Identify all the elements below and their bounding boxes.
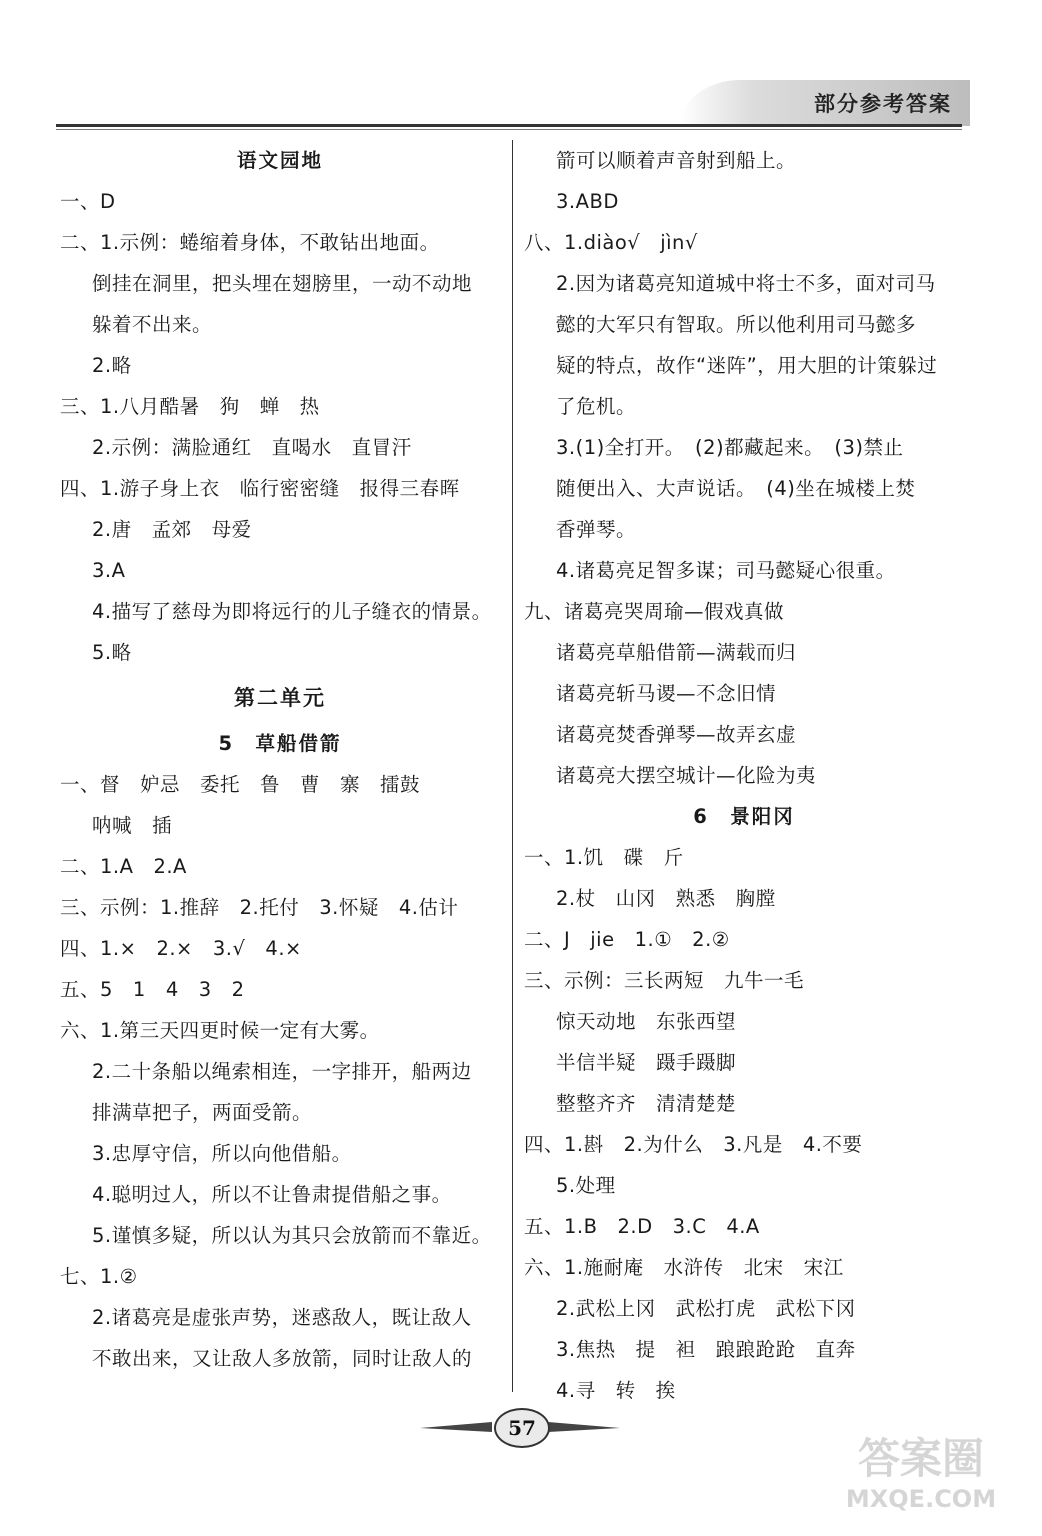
header-rule-thin	[56, 129, 962, 130]
answer-line: 九、诸葛亮哭周瑜—假戏真做	[524, 600, 785, 623]
answer-line: 一、D	[60, 190, 116, 213]
answer-line: 2.略	[92, 354, 132, 377]
answer-line: 六、1.施耐庵 水浒传 北宋 宋江	[524, 1256, 844, 1279]
answer-line: 2.唐 孟郊 母爱	[92, 518, 252, 541]
answer-line: 七、1.②	[60, 1265, 138, 1288]
answer-line: 香弹琴。	[556, 518, 637, 541]
answer-line: 5.处理	[556, 1174, 616, 1197]
watermark-url: MXQE.COM	[845, 1485, 997, 1513]
answer-line: 五、5 1 4 3 2	[60, 978, 245, 1001]
answer-line: 诸葛亮斩马谡—不念旧情	[556, 682, 777, 705]
answer-line: 一、督 妒忌 委托 鲁 曹 寨 擂鼓	[60, 773, 421, 796]
answer-line: 2.杖 山冈 熟悉 胸膛	[556, 887, 776, 910]
answer-line: 四、1.斟 2.为什么 3.凡是 4.不要	[524, 1133, 863, 1156]
watermark-text: 答案圈	[857, 1434, 985, 1483]
right-column	[524, 140, 964, 1411]
answer-line: 疑的特点，故作“迷阵”，用大胆的计策躲过	[556, 354, 938, 377]
answer-line: 3.ABD	[556, 190, 619, 213]
answer-line: 呐喊 插	[92, 814, 173, 837]
answer-line: 三、示例：三长两短 九牛一毛	[524, 969, 805, 992]
section-heading: 5 草船借箭	[218, 732, 342, 755]
answer-line: 倒挂在洞里，把头埋在翅膀里，一动不动地	[92, 272, 473, 295]
left-wing-ornament	[420, 1422, 492, 1432]
answer-line: 四、1.游子身上衣 临行密密缝 报得三春晖	[60, 477, 460, 500]
answer-line: 排满草把子，两面受箭。	[92, 1101, 313, 1124]
answer-line: 五、1.B 2.D 3.C 4.A	[524, 1215, 760, 1238]
answer-line: 了危机。	[556, 395, 637, 418]
answer-line: 二、1.示例：蜷缩着身体，不敢钻出地面。	[60, 231, 440, 254]
answer-line: 诸葛亮焚香弹琴—故弄玄虚	[556, 723, 797, 746]
right-wing-ornament	[548, 1422, 620, 1432]
answer-line: 三、1.八月酷暑 狗 蝉 热	[60, 395, 320, 418]
answer-line: 八、1.diào√ jìn√	[524, 231, 698, 254]
answer-line: 不敢出来，又让敌人多放箭，同时让敌人的	[92, 1347, 473, 1370]
section-heading: 6 景阳冈	[693, 805, 795, 828]
header-rule	[56, 124, 962, 127]
left-column	[60, 140, 500, 1379]
answer-line: 5.略	[92, 641, 132, 664]
page-number-badge	[420, 1408, 620, 1448]
answer-line: 整整齐齐 清清楚楚	[556, 1092, 737, 1115]
answer-line: 懿的大军只有智取。所以他利用司马懿多	[556, 313, 917, 336]
answer-line: 躲着不出来。	[92, 313, 213, 336]
page-number: 57	[494, 1408, 550, 1448]
answer-line: 3.A	[92, 559, 126, 582]
answer-line: 诸葛亮草船借箭—满载而归	[556, 641, 797, 664]
answer-line: 二、J jie 1.① 2.②	[524, 928, 730, 951]
answer-line: 2.武松上冈 武松打虎 武松下冈	[556, 1297, 856, 1320]
answer-line: 半信半疑 蹑手蹑脚	[556, 1051, 737, 1074]
answer-line: 4.诸葛亮足智多谋；司马懿疑心很重。	[556, 559, 896, 582]
page-header-title: 部分参考答案	[814, 92, 952, 116]
answer-line: 4.描写了慈母为即将远行的儿子缝衣的情景。	[92, 600, 492, 623]
answer-line: 惊天动地 东张西望	[556, 1010, 737, 1033]
answer-line: 一、1.饥 碟 斤	[524, 846, 684, 869]
answer-line: 箭可以顺着声音射到船上。	[556, 149, 797, 172]
answer-line: 随便出入、大声说话。 (4)坐在城楼上焚	[556, 477, 916, 500]
answer-line: 3.忠厚守信，所以向他借船。	[92, 1142, 352, 1165]
answer-line: 3.(1)全打开。 (2)都藏起来。 (3)禁止	[556, 436, 904, 459]
answer-line: 四、1.× 2.× 3.√ 4.×	[60, 937, 302, 960]
answer-line: 2.二十条船以绳索相连，一字排开，船两边	[92, 1060, 472, 1083]
column-divider	[512, 140, 513, 1392]
answer-line: 2.示例：满脸通红 直喝水 直冒汗	[92, 436, 412, 459]
section-heading: 语文园地	[236, 149, 323, 172]
answer-line: 六、1.第三天四更时候一定有大雾。	[60, 1019, 380, 1042]
answer-line: 诸葛亮大摆空城计—化险为夷	[556, 764, 817, 787]
answer-line: 4.聪明过人，所以不让鲁肃提借船之事。	[92, 1183, 452, 1206]
answer-line: 5.谨慎多疑，所以认为其只会放箭而不靠近。	[92, 1224, 492, 1247]
unit-heading: 第二单元	[234, 686, 326, 710]
answer-line: 二、1.A 2.A	[60, 855, 187, 878]
answer-line: 三、示例：1.推辞 2.托付 3.怀疑 4.估计	[60, 896, 459, 919]
answer-line: 2.因为诸葛亮知道城中将士不多，面对司马	[556, 272, 936, 295]
answer-line: 4.寻 转 挨	[556, 1379, 676, 1402]
answer-line: 2.诸葛亮是虚张声势，迷惑敌人，既让敌人	[92, 1306, 472, 1329]
answer-line: 3.焦热 提 袒 踉踉跄跄 直奔	[556, 1338, 856, 1361]
watermark-logo	[836, 1421, 1006, 1516]
